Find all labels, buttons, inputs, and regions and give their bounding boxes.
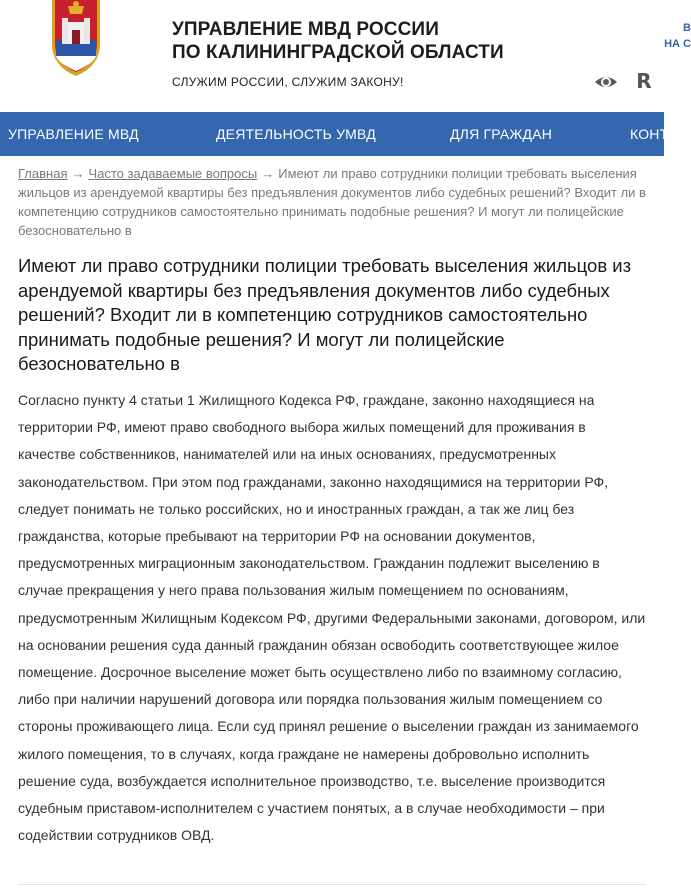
main-navigation [0, 112, 669, 156]
article-body: Согласно пункту 4 статьи 1 Жилищного Кодекса РФ, граждане, законно находящиеся на территории РФ, имеют право свободного выбора жилых помещений для проживания в качестве собственников, нанимателей или на иных основаниях, предусмотренных законодательством. При этом под гражданами, законно находящимися на территории РФ, следует понимать не только российских, но и иностранных граждан, а так же лиц без гражданства, которые пребывают на территории РФ на основании документов, предусмотренных миграционным законодательством. Гражданин подлежит выселению в случае прекращения у него права пользования жилым помещением по основаниям, предусмотренным Жилищным Кодексом РФ, другими Федеральными законами, договором, или на основании решения суда данный гражданин обязан освободить соответствующее жилое помещение. Досрочное выселение может быть осуществлено либо по взаимному согласию, либо при наличии нарушений договора или порядка пользования жилым помещением со стороны проживающего лица. Если суд принял решение о выселении граждан из занимаемого жилого помещения, то в случаях, когда граждане не намерены добровольно исполнить решение суда, возбуждается исполнительное производство, т.е. выселение производится судебным приставом-исполнителем с участием понятых, а в случае необходимости – при содействии сотрудников ОВД. [18, 392, 646, 844]
nav-item-contacts[interactable]: КОНТ [630, 126, 669, 142]
breadcrumb-separator: → [261, 166, 275, 181]
site-header [0, 0, 691, 112]
eye-icon[interactable] [594, 70, 618, 94]
breadcrumb-faq-link[interactable]: Часто задаваемые вопросы [88, 166, 258, 181]
breadcrumb [18, 164, 646, 240]
organization-title-line2: ПО КАЛИНИНГРАДСКОЙ ОБЛАСТИ [172, 42, 504, 63]
breadcrumb-home-link[interactable]: Главная [18, 166, 68, 181]
coat-of-arms-emblem-icon[interactable] [48, 0, 104, 78]
header-right-link-line2: НА С [664, 38, 691, 50]
nav-item-for-citizens[interactable]: ДЛЯ ГРАЖДАН [450, 126, 553, 142]
header-right-link[interactable] [631, 20, 691, 52]
organization-title[interactable] [172, 18, 512, 64]
content-divider [18, 884, 646, 885]
breadcrumb-separator: → [71, 166, 85, 181]
r-icon[interactable]: R [636, 69, 652, 93]
nav-item-activity[interactable]: ДЕЯТЕЛЬНОСТЬ УМВД [216, 126, 376, 142]
organization-title-line1: УПРАВЛЕНИЕ МВД РОССИИ [172, 19, 439, 40]
page-title: Имеют ли право сотрудники полиции требовать выселения жильцов из арендуемой квартиры без предъявления документов либо судебных решений? Входит ли в компетенцию сотрудников самостоятельно принимать подобные решения? И могут ли полицейские безосновательно в [18, 255, 632, 374]
nav-item-management[interactable]: УПРАВЛЕНИЕ МВД [8, 126, 139, 142]
slogan: СЛУЖИМ РОССИИ, СЛУЖИМ ЗАКОНУ! [172, 75, 404, 89]
header-right-link-line1: В [683, 22, 691, 34]
breadcrumb-current: Имеют ли право сотрудники полиции требовать выселения жильцов из арендуемой квартиры без предъявления документов либо судебных решений? Входит ли в компетенцию сотрудников самостоятельно принимать подобные решения? И могут ли полицейские безосновательно в [18, 166, 646, 238]
